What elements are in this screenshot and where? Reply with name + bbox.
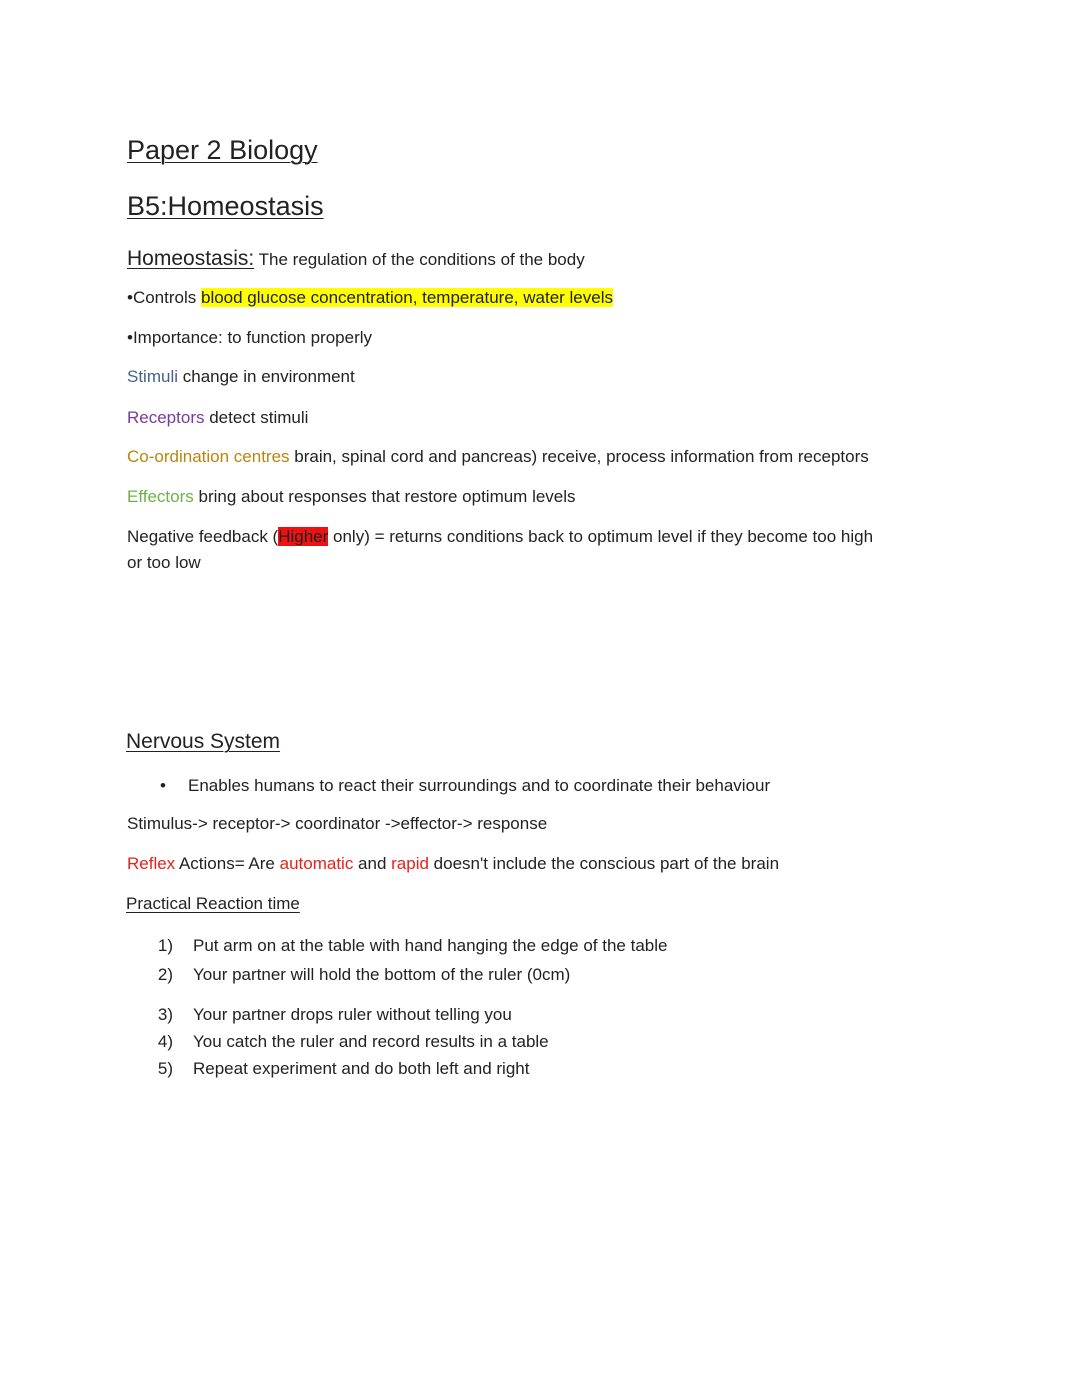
practical-heading: Practical Reaction time bbox=[126, 894, 300, 913]
nervous-bullet-item bbox=[160, 776, 770, 796]
reflex-text-b: and bbox=[353, 854, 392, 873]
controls-highlight: blood glucose concentration, temperature, water levels bbox=[200, 288, 613, 307]
importance-line: •Importance: to function properly bbox=[127, 328, 373, 347]
receptors-line bbox=[127, 408, 308, 428]
reflex-text-c: doesn't include the conscious part of the brain bbox=[428, 854, 780, 873]
controls-line bbox=[127, 288, 613, 308]
nervous-bullet-text: Enables humans to react their surroundings and to coordinate their behaviour bbox=[188, 776, 771, 795]
list-item bbox=[153, 965, 570, 985]
homeostasis-definition-text: The regulation of the conditions of the body bbox=[254, 250, 585, 269]
reflex-term: Reflex bbox=[127, 854, 176, 873]
list-item-text: Your partner will hold the bottom of the ruler (0cm) bbox=[193, 965, 571, 984]
bullet-icon: • bbox=[160, 776, 166, 795]
pathway-line: Stimulus-> receptor-> coordinator ->effector-> response bbox=[127, 814, 548, 833]
coordination-text: brain, spinal cord and pancreas) receive, process information from receptors bbox=[289, 447, 869, 466]
list-item bbox=[153, 1032, 549, 1052]
list-item bbox=[153, 1059, 529, 1079]
negative-feedback-line-2: or too low bbox=[127, 553, 201, 572]
reflex-rapid: rapid bbox=[391, 854, 429, 873]
effectors-term: Effectors bbox=[127, 487, 194, 506]
stimuli-text: change in environment bbox=[178, 367, 355, 386]
list-number: 4) bbox=[157, 1032, 173, 1051]
nervous-system-heading: Nervous System bbox=[126, 730, 281, 753]
list-item bbox=[153, 936, 667, 956]
receptors-term: Receptors bbox=[127, 408, 205, 427]
list-item-text: Repeat experiment and do both left and right bbox=[193, 1059, 530, 1078]
section-title: B5:Homeostasis bbox=[127, 191, 324, 221]
list-number: 5) bbox=[157, 1059, 173, 1078]
negative-feedback-suffix: only) = returns conditions back to optimum level if they become too high bbox=[328, 527, 874, 546]
homeostasis-definition bbox=[127, 247, 585, 271]
homeostasis-term: Homeostasis: bbox=[127, 247, 255, 270]
effectors-line bbox=[127, 487, 576, 507]
list-item bbox=[153, 1005, 512, 1025]
negative-feedback-line bbox=[127, 527, 873, 547]
coordination-term: Co-ordination centres bbox=[127, 447, 290, 466]
controls-prefix: •Controls bbox=[127, 288, 201, 307]
reflex-automatic: automatic bbox=[279, 854, 354, 873]
list-number: 2) bbox=[157, 965, 173, 984]
list-number: 3) bbox=[157, 1005, 173, 1024]
list-item-text: Put arm on at the table with hand hanging the edge of the table bbox=[193, 936, 668, 955]
page-title: Paper 2 Biology bbox=[127, 135, 318, 165]
reflex-text-a: Actions= Are bbox=[175, 854, 280, 873]
list-number: 1) bbox=[157, 936, 173, 955]
negative-feedback-prefix: Negative feedback ( bbox=[127, 527, 279, 546]
stimuli-line bbox=[127, 367, 355, 387]
receptors-text: detect stimuli bbox=[204, 408, 309, 427]
effectors-text: bring about responses that restore optimum levels bbox=[193, 487, 576, 506]
stimuli-term: Stimuli bbox=[127, 367, 179, 386]
coordination-line bbox=[127, 447, 869, 467]
reflex-line bbox=[127, 854, 779, 874]
higher-badge: Higher bbox=[278, 527, 329, 546]
list-item-text: You catch the ruler and record results in a table bbox=[193, 1032, 549, 1051]
list-item-text: Your partner drops ruler without telling you bbox=[193, 1005, 512, 1024]
